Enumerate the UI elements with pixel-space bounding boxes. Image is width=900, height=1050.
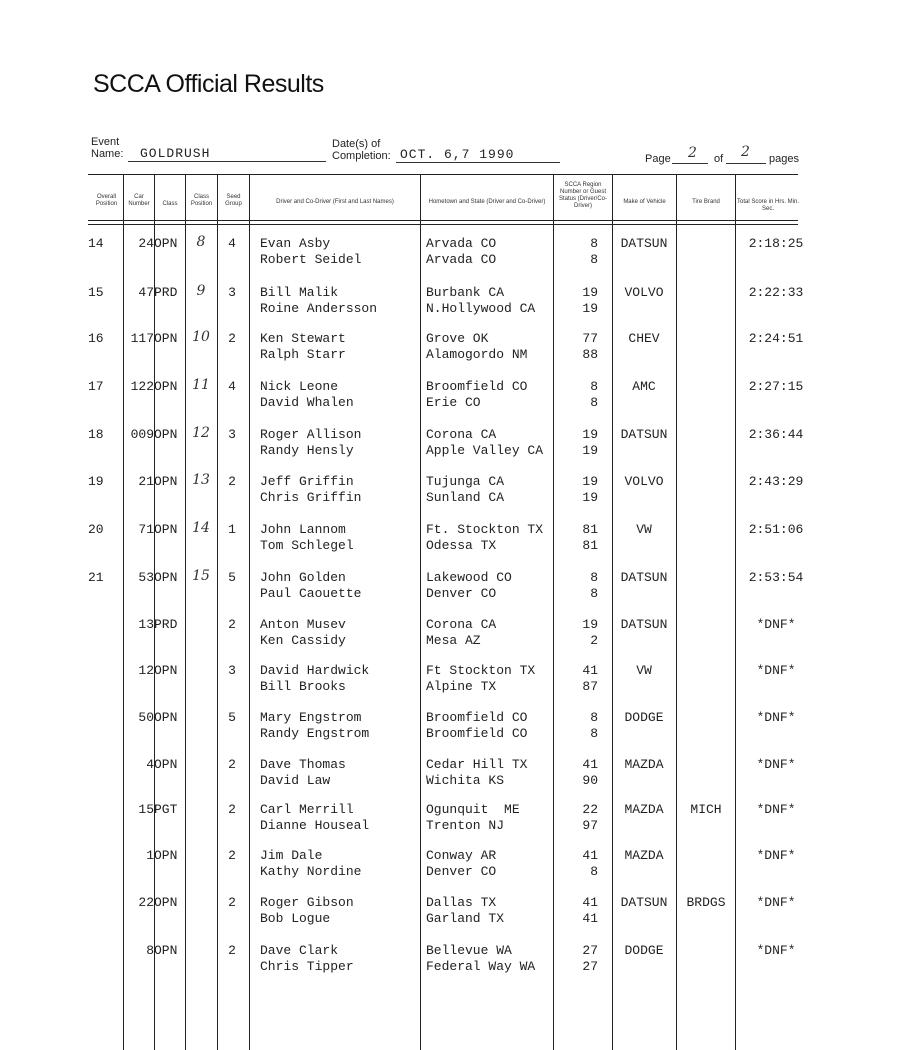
seed-group: 2: [228, 474, 236, 489]
driver-region: 77: [582, 331, 598, 346]
vehicle-make: DODGE: [624, 943, 664, 958]
driver-region: 41: [582, 895, 598, 910]
table-top-border: [88, 174, 798, 175]
vehicle-make: CHEV: [628, 331, 660, 346]
of-label: of: [714, 153, 724, 165]
total-score: *DNF*: [756, 943, 796, 958]
driver-name: Anton Musev: [260, 617, 346, 632]
driver-region: 22: [582, 802, 598, 817]
date-underline: [396, 162, 560, 163]
driver-hometown: Ft Stockton TX: [426, 663, 536, 678]
vehicle-make: VOLVO: [624, 285, 664, 300]
driver-region: 8: [590, 710, 598, 725]
driver-region: 19: [582, 617, 598, 632]
co-driver-name: Ken Cassidy: [260, 633, 346, 648]
driver-region: 19: [582, 285, 598, 300]
event-name-label-line1: Event: [91, 136, 120, 148]
driver-hometown: Ft. Stockton TX: [426, 522, 544, 537]
class-position: 15: [192, 568, 210, 584]
driver-name: Roger Allison: [260, 427, 362, 442]
co-driver-hometown: Alpine TX: [426, 679, 497, 694]
class-position: 11: [192, 377, 210, 393]
vehicle-make: AMC: [632, 379, 656, 394]
co-driver-hometown: N.Hollywood CA: [426, 301, 536, 316]
vehicle-make: VW: [636, 663, 652, 678]
co-driver-region: 8: [590, 252, 598, 267]
car-number: 50: [138, 710, 154, 725]
page-total: 2: [741, 144, 750, 160]
class-position: 9: [196, 283, 206, 299]
co-driver-region: 27: [582, 959, 598, 974]
driver-region: 19: [582, 427, 598, 442]
co-driver-region: 19: [582, 490, 598, 505]
driver-hometown: Corona CA: [426, 617, 497, 632]
driver-name: Jim Dale: [260, 848, 323, 863]
table-header-border-1: [88, 220, 798, 221]
page-number-underline: [672, 163, 708, 164]
driver-region: 8: [590, 570, 598, 585]
co-driver-name: Robert Seidel: [260, 252, 362, 267]
co-driver-hometown: Wichita KS: [426, 773, 505, 788]
col-header-overall: Overall Position: [95, 194, 118, 207]
total-score: *DNF*: [756, 617, 796, 632]
co-driver-name: Bob Logue: [260, 911, 331, 926]
vehicle-make: VW: [636, 522, 652, 537]
co-driver-region: 19: [582, 443, 598, 458]
co-driver-region: 8: [590, 864, 598, 879]
car-number: 122: [130, 379, 154, 394]
class: OPN: [154, 757, 178, 772]
co-driver-name: Ralph Starr: [260, 347, 346, 362]
col-divider: [735, 174, 736, 1050]
col-divider: [553, 174, 554, 1050]
car-number: 15: [138, 802, 154, 817]
tire-brand: MICH: [690, 802, 722, 817]
class: OPN: [154, 848, 178, 863]
co-driver-region: 81: [582, 538, 598, 553]
col-divider: [249, 174, 250, 1050]
seed-group: 2: [228, 331, 236, 346]
vehicle-make: DATSUN: [620, 427, 668, 442]
car-number: 12: [138, 663, 154, 678]
driver-region: 81: [582, 522, 598, 537]
co-driver-hometown: Odessa TX: [426, 538, 497, 553]
col-header-region: SCCA Region Number or Guest Status (Driver/Co-Driver): [558, 182, 607, 209]
event-name-underline: [128, 161, 326, 162]
co-driver-hometown: Erie CO: [426, 395, 481, 410]
class: OPN: [154, 379, 178, 394]
driver-name: Jeff Griffin: [260, 474, 354, 489]
overall-position: 14: [88, 236, 104, 251]
total-score: 2:24:51: [748, 331, 804, 346]
co-driver-name: Randy Hensly: [260, 443, 354, 458]
total-score: 2:43:29: [748, 474, 804, 489]
driver-region: 27: [582, 943, 598, 958]
co-driver-hometown: Arvada CO: [426, 252, 497, 267]
co-driver-name: Tom Schlegel: [260, 538, 354, 553]
vehicle-make: MAZDA: [624, 802, 664, 817]
driver-region: 19: [582, 474, 598, 489]
driver-hometown: Arvada CO: [426, 236, 497, 251]
date-label-line2: Completion:: [332, 150, 391, 162]
driver-region: 8: [590, 236, 598, 251]
co-driver-hometown: Apple Valley CA: [426, 443, 544, 458]
seed-group: 2: [228, 895, 236, 910]
driver-hometown: Broomfield CO: [426, 710, 528, 725]
driver-hometown: Conway AR: [426, 848, 497, 863]
total-score: *DNF*: [756, 710, 796, 725]
co-driver-name: Kathy Nordine: [260, 864, 362, 879]
overall-position: 20: [88, 522, 104, 537]
total-score: 2:51:06: [748, 522, 804, 537]
total-score: *DNF*: [756, 848, 796, 863]
co-driver-name: Roine Andersson: [260, 301, 378, 316]
driver-hometown: Corona CA: [426, 427, 497, 442]
class: OPN: [154, 895, 178, 910]
car-number: 47: [138, 285, 154, 300]
class: OPN: [154, 522, 178, 537]
total-score: 2:22:33: [748, 285, 804, 300]
vehicle-make: DATSUN: [620, 617, 668, 632]
seed-group: 1: [228, 522, 236, 537]
seed-group: 3: [228, 285, 236, 300]
driver-region: 8: [590, 379, 598, 394]
class: OPN: [154, 474, 178, 489]
page-total-underline: [726, 163, 766, 164]
co-driver-region: 8: [590, 726, 598, 741]
driver-hometown: Lakewood CO: [426, 570, 512, 585]
seed-group: 5: [228, 570, 236, 585]
co-driver-hometown: Federal Way WA: [426, 959, 536, 974]
co-driver-hometown: Sunland CA: [426, 490, 505, 505]
col-header-score: Total Score in Hrs. Min. Sec.: [736, 199, 800, 212]
co-driver-name: Chris Tipper: [260, 959, 354, 974]
total-score: 2:36:44: [748, 427, 804, 442]
col-header-class-position: Class Position: [190, 194, 213, 207]
seed-group: 2: [228, 943, 236, 958]
driver-name: John Golden: [260, 570, 346, 585]
car-number: 1: [146, 848, 154, 863]
class: OPN: [154, 236, 178, 251]
driver-name: Carl Merrill: [260, 802, 354, 817]
total-score: *DNF*: [756, 757, 796, 772]
driver-region: 41: [582, 848, 598, 863]
car-number: 24: [138, 236, 154, 251]
class-position: 12: [192, 425, 210, 441]
co-driver-hometown: Garland TX: [426, 911, 505, 926]
driver-hometown: Bellevue WA: [426, 943, 512, 958]
co-driver-hometown: Broomfield CO: [426, 726, 528, 741]
class: OPN: [154, 663, 178, 678]
co-driver-hometown: Trenton NJ: [426, 818, 505, 833]
table-header-border-2: [88, 224, 798, 225]
driver-name: Bill Malik: [260, 285, 339, 300]
tire-brand: BRDGS: [686, 895, 726, 910]
co-driver-name: Randy Engstrom: [260, 726, 370, 741]
car-number: 71: [138, 522, 154, 537]
col-divider: [420, 174, 421, 1050]
vehicle-make: DATSUN: [620, 895, 668, 910]
car-number: 53: [138, 570, 154, 585]
col-header-seed-group: Seed Group: [225, 194, 242, 207]
vehicle-make: DATSUN: [620, 570, 668, 585]
class: PGT: [154, 802, 178, 817]
driver-hometown: Tujunga CA: [426, 474, 505, 489]
overall-position: 16: [88, 331, 104, 346]
seed-group: 2: [228, 617, 236, 632]
co-driver-region: 8: [590, 395, 598, 410]
overall-position: 19: [88, 474, 104, 489]
seed-group: 4: [228, 379, 236, 394]
class-position: 10: [192, 329, 210, 345]
co-driver-name: David Law: [260, 773, 331, 788]
co-driver-name: Dianne Houseal: [260, 818, 370, 833]
col-divider: [185, 174, 186, 1050]
col-header-driver: Driver and Co-Driver (First and Last Names): [276, 199, 394, 205]
total-score: *DNF*: [756, 895, 796, 910]
car-number: 117: [130, 331, 154, 346]
driver-hometown: Cedar Hill TX: [426, 757, 528, 772]
driver-hometown: Broomfield CO: [426, 379, 528, 394]
driver-hometown: Dallas TX: [426, 895, 497, 910]
col-divider: [612, 174, 613, 1050]
total-score: 2:27:15: [748, 379, 804, 394]
overall-position: 18: [88, 427, 104, 442]
class: OPN: [154, 570, 178, 585]
driver-name: Dave Thomas: [260, 757, 346, 772]
class: OPN: [154, 943, 178, 958]
driver-hometown: Ogunquit ME: [426, 802, 520, 817]
driver-name: Mary Engstrom: [260, 710, 362, 725]
event-name-value: GOLDRUSH: [140, 146, 211, 161]
car-number: 21: [138, 474, 154, 489]
driver-name: John Lannom: [260, 522, 346, 537]
vehicle-make: DODGE: [624, 710, 664, 725]
driver-name: Evan Asby: [260, 236, 331, 251]
co-driver-region: 90: [582, 773, 598, 788]
vehicle-make: MAZDA: [624, 757, 664, 772]
page-number: 2: [688, 145, 697, 161]
class-position: 14: [192, 520, 210, 536]
pages-label: pages: [769, 153, 799, 165]
class-position: 13: [192, 472, 210, 488]
class: OPN: [154, 710, 178, 725]
driver-name: Dave Clark: [260, 943, 339, 958]
car-number: 4: [146, 757, 154, 772]
seed-group: 4: [228, 236, 236, 251]
car-number: 22: [138, 895, 154, 910]
driver-name: Nick Leone: [260, 379, 339, 394]
date-label-line1: Date(s) of: [332, 138, 381, 150]
total-score: 2:53:54: [748, 570, 804, 585]
driver-hometown: Grove OK: [426, 331, 489, 346]
overall-position: 15: [88, 285, 104, 300]
class-position: 8: [196, 234, 206, 250]
document-title: SCCA Official Results: [93, 70, 324, 98]
driver-hometown: Burbank CA: [426, 285, 505, 300]
page-label: Page: [645, 153, 671, 165]
col-header-tire: Tire Brand: [692, 199, 720, 205]
car-number: 13: [138, 617, 154, 632]
co-driver-region: 88: [582, 347, 598, 362]
co-driver-region: 97: [582, 818, 598, 833]
col-header-car: Car Number: [128, 194, 150, 207]
co-driver-region: 87: [582, 679, 598, 694]
total-score: *DNF*: [756, 663, 796, 678]
overall-position: 17: [88, 379, 104, 394]
car-number: 8: [146, 943, 154, 958]
co-driver-region: 8: [590, 586, 598, 601]
co-driver-region: 2: [590, 633, 598, 648]
total-score: *DNF*: [756, 802, 796, 817]
co-driver-hometown: Alamogordo NM: [426, 347, 528, 362]
col-header-make: Make of Vehicle: [623, 199, 666, 205]
seed-group: 5: [228, 710, 236, 725]
class: PRD: [154, 617, 178, 632]
vehicle-make: MAZDA: [624, 848, 664, 863]
seed-group: 2: [228, 757, 236, 772]
event-name-label-line2: Name:: [91, 148, 124, 160]
co-driver-region: 41: [582, 911, 598, 926]
driver-region: 41: [582, 663, 598, 678]
co-driver-name: David Whalen: [260, 395, 354, 410]
seed-group: 3: [228, 427, 236, 442]
col-header-class: Class: [162, 201, 178, 207]
total-score: 2:18:25: [748, 236, 804, 251]
col-divider: [217, 174, 218, 1050]
co-driver-hometown: Mesa AZ: [426, 633, 481, 648]
seed-group: 2: [228, 802, 236, 817]
col-divider: [676, 174, 677, 1050]
seed-group: 3: [228, 663, 236, 678]
col-header-hometown: Hometown and State (Driver and Co-Driver): [428, 199, 546, 205]
date-value: OCT. 6,7 1990: [400, 147, 515, 162]
driver-region: 41: [582, 757, 598, 772]
driver-name: Ken Stewart: [260, 331, 346, 346]
co-driver-hometown: Denver CO: [426, 864, 497, 879]
class: OPN: [154, 331, 178, 346]
co-driver-name: Chris Griffin: [260, 490, 362, 505]
seed-group: 2: [228, 848, 236, 863]
class: OPN: [154, 427, 178, 442]
vehicle-make: VOLVO: [624, 474, 664, 489]
co-driver-name: Bill Brooks: [260, 679, 346, 694]
co-driver-hometown: Denver CO: [426, 586, 497, 601]
co-driver-region: 19: [582, 301, 598, 316]
overall-position: 21: [88, 570, 104, 585]
car-number: 009: [130, 427, 154, 442]
class: PRD: [154, 285, 178, 300]
co-driver-name: Paul Caouette: [260, 586, 362, 601]
vehicle-make: DATSUN: [620, 236, 668, 251]
driver-name: Roger Gibson: [260, 895, 354, 910]
col-divider: [123, 174, 124, 1050]
driver-name: David Hardwick: [260, 663, 370, 678]
col-divider: [154, 174, 155, 1050]
